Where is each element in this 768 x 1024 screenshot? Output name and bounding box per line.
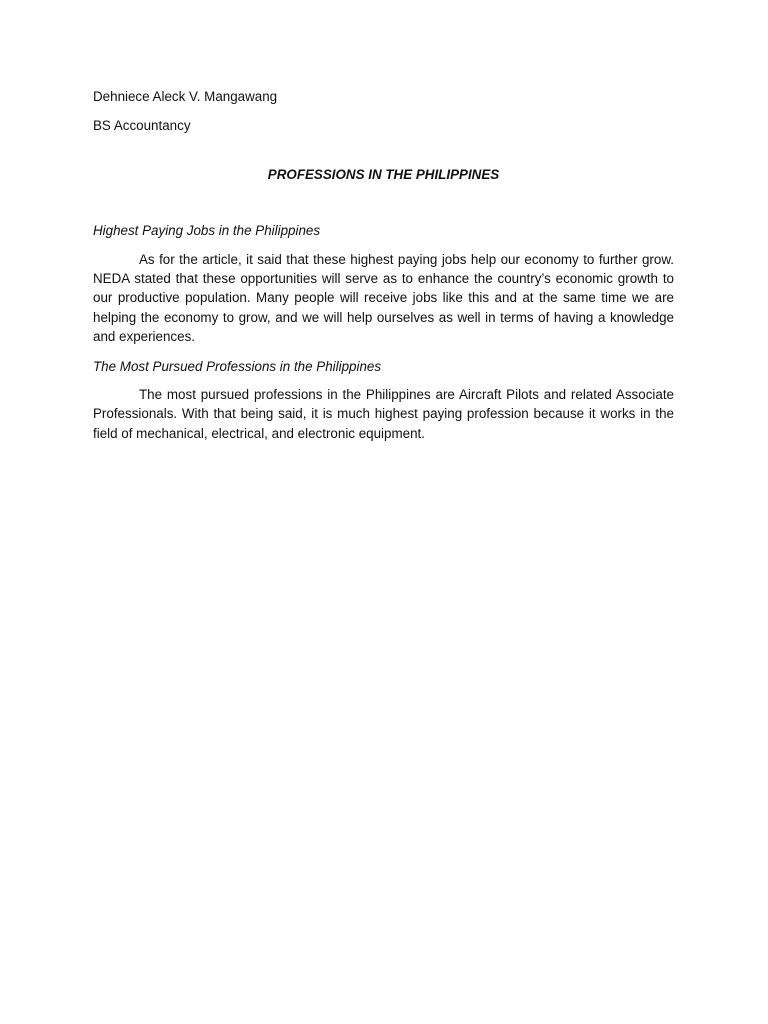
paragraph-most-pursued-professions: The most pursued professions in the Philippines are Aircraft Pilots and related Associate Professionals. With that being said, it is much highest paying profession because it works in the field of mechanical, electrical, and electronic equipment. bbox=[93, 387, 674, 441]
program-name: BS Accountancy bbox=[93, 118, 191, 134]
document-title: PROFESSIONS IN THE PHILIPPINES bbox=[267, 166, 500, 182]
author-name: Dehniece Aleck V. Mangawang bbox=[93, 89, 278, 104]
paragraph-highest-paying-jobs: As for the article, it said that these highest paying jobs help our economy to further grow. NEDA stated that these opportunities will serve as to enhance the country’s economic growth to our productive population. Many people will receive jobs like this and at the same time we are helping the economy to grow, and we will help ourselves as well in terms of having a knowledge and experiences. bbox=[93, 251, 674, 345]
document-content bbox=[93, 87, 674, 453]
section-heading-highest-paying-jobs: Highest Paying Jobs in the Philippines bbox=[93, 223, 321, 239]
section-heading-most-pursued-professions: The Most Pursued Professions in the Philippines bbox=[93, 358, 382, 374]
